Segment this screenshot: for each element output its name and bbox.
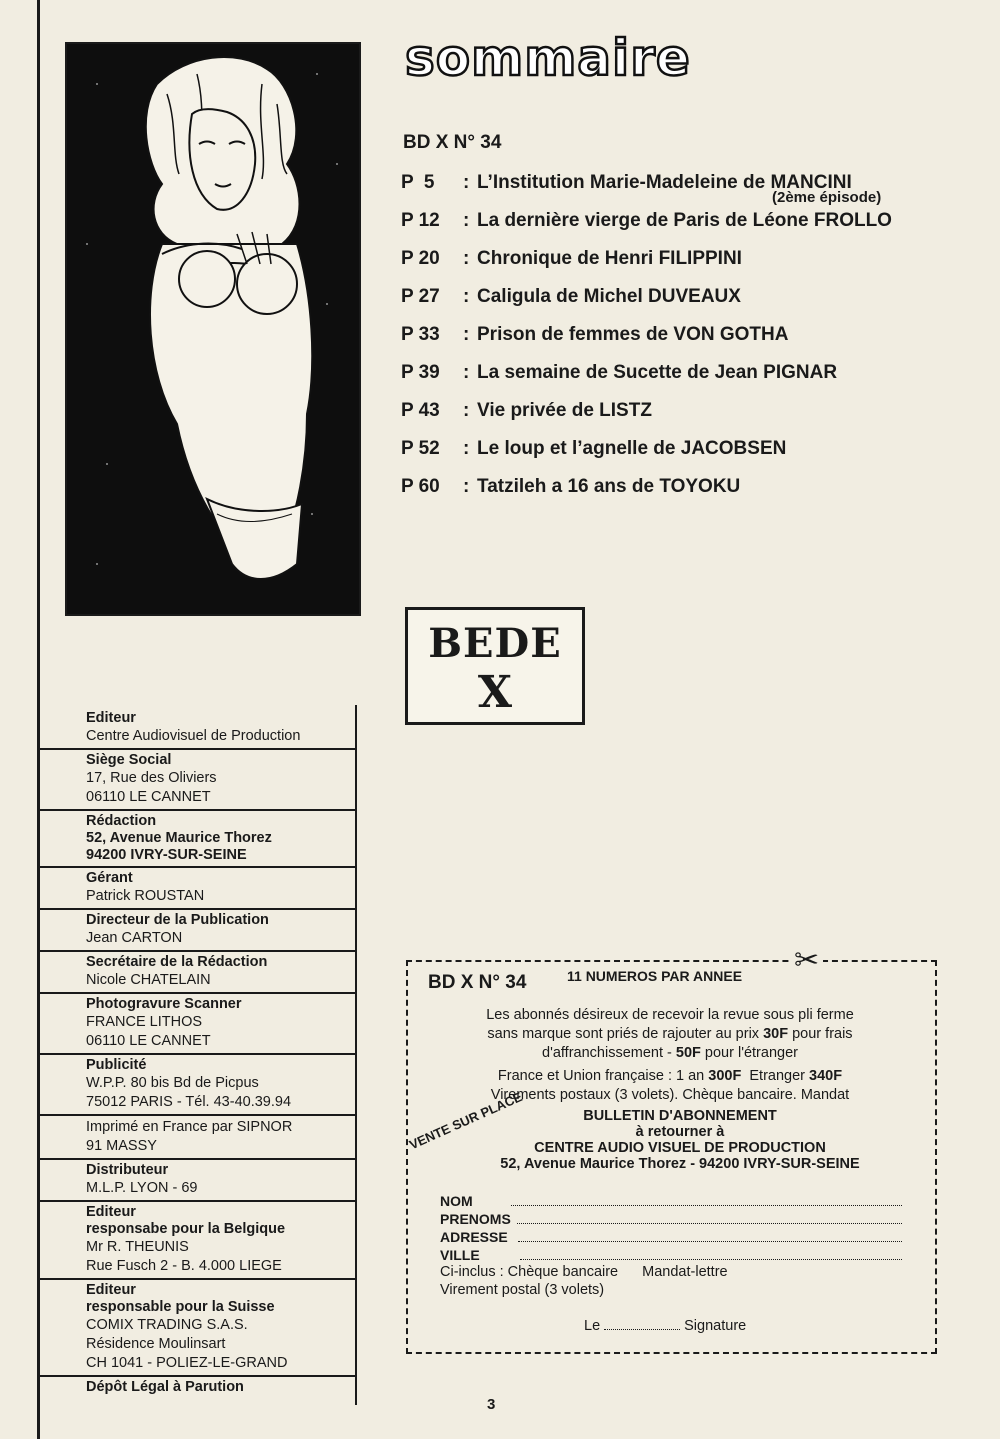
coupon-issue: BD X N° 34 — [428, 972, 527, 993]
signature-label: Signature — [684, 1318, 747, 1334]
bulletin-retour: à retourner à — [635, 1124, 725, 1140]
field-nom[interactable] — [440, 1191, 902, 1209]
toc-entry: La semaine de Sucette de Jean PIGNAR — [477, 362, 838, 383]
payment-virement[interactable]: Virement postal (3 volets) — [440, 1282, 605, 1298]
credit-title: Siège Social — [86, 752, 172, 768]
toc-separator: : — [463, 286, 470, 307]
toc-item[interactable] — [401, 247, 961, 285]
toc-separator: : — [463, 324, 470, 345]
coupon-rates — [410, 1067, 930, 1105]
credit-line: Résidence Moulinsart — [86, 1336, 226, 1352]
credit-title: Secrétaire de la Rédaction — [86, 954, 268, 970]
toc-item[interactable] — [401, 323, 961, 361]
toc-entry: Tatzileh a 16 ans de TOYOKU — [477, 476, 741, 497]
page-title: sommaire — [405, 29, 691, 87]
scissors-icon: ✂ — [790, 944, 823, 978]
logo-line: X — [477, 667, 513, 718]
price-frais: 30F — [763, 1026, 789, 1042]
toc-page: P 43 — [401, 400, 440, 421]
credit-line: Rue Fusch 2 - B. 4.000 LIEGE — [86, 1258, 282, 1274]
credit-title: Publicité — [86, 1057, 147, 1073]
price-etranger: 50F — [675, 1045, 701, 1061]
credit-distributeur — [40, 1160, 356, 1202]
credit-depot-legal — [40, 1377, 356, 1398]
credit-title: Editeur — [86, 1204, 136, 1220]
intro-line — [410, 1025, 930, 1044]
payment-mandat[interactable]: Mandat-lettre — [642, 1264, 728, 1280]
payment-options — [440, 1263, 728, 1281]
toc-separator: : — [463, 400, 470, 421]
toc-item[interactable] — [401, 437, 961, 475]
credit-secretaire — [40, 952, 356, 994]
bulletin-title: BULLETIN D'ABONNEMENT — [583, 1108, 777, 1124]
toc-entry: Caligula de Michel DUVEAUX — [477, 286, 741, 307]
credit-title: Photogravure Scanner — [86, 996, 242, 1012]
intro-line: Les abonnés désireux de recevoir la revue sous pli ferme — [486, 1007, 854, 1023]
credit-title: Distributeur — [86, 1162, 169, 1178]
credit-line: 06110 LE CANNET — [86, 789, 211, 805]
credit-line: Patrick ROUSTAN — [86, 888, 205, 904]
price-etranger-annual: 340F — [809, 1068, 843, 1084]
credit-title: Editeur — [86, 710, 136, 726]
rates-text: Etranger — [749, 1068, 806, 1084]
page-number: 3 — [487, 1396, 496, 1413]
credit-imprime — [40, 1116, 356, 1160]
field-label: ADRESSE — [440, 1229, 508, 1245]
toc-page: P 33 — [401, 324, 440, 345]
credit-line: 91 MASSY — [86, 1138, 157, 1154]
toc-page: P 20 — [401, 248, 440, 269]
toc-separator: : — [463, 438, 470, 459]
credit-line: W.P.P. 80 bis Bd de Picpus — [86, 1075, 259, 1091]
credit-line: Jean CARTON — [86, 930, 183, 946]
bulletin-address: 52, Avenue Maurice Thorez - 94200 IVRY-SUR-SEINE — [500, 1156, 860, 1172]
toc-separator: : — [463, 210, 470, 231]
credit-title: Editeur — [86, 1282, 136, 1298]
toc-page: P 12 — [401, 210, 440, 231]
toc-separator: : — [463, 248, 470, 269]
credit-line: 75012 PARIS - Tél. 43-40.39.94 — [86, 1094, 292, 1110]
credit-redaction — [40, 811, 356, 868]
field-label: VILLE — [440, 1247, 480, 1263]
issue-number: BD X N° 34 — [403, 132, 502, 153]
field-adresse[interactable] — [440, 1227, 902, 1245]
credit-publicite — [40, 1055, 356, 1116]
coupon-intro — [410, 1006, 930, 1063]
pin-up-illustration — [65, 42, 361, 616]
credit-line: 06110 LE CANNET — [86, 1033, 211, 1049]
intro-line — [410, 1044, 930, 1063]
credit-title: Directeur de la Publication — [86, 912, 269, 928]
field-prenoms[interactable] — [440, 1209, 902, 1227]
toc-page: P 5 — [401, 172, 435, 193]
payment-cheque[interactable]: Ci-inclus : Chèque bancaire — [440, 1264, 619, 1280]
toc-page: P 39 — [401, 362, 440, 383]
credit-editeur — [40, 708, 356, 750]
credit-directeur — [40, 910, 356, 952]
credit-editeur-suisse — [40, 1280, 356, 1377]
field-line[interactable] — [520, 1259, 902, 1260]
credit-line: responsabe pour la Belgique — [86, 1221, 286, 1237]
toc-entry: Prison de femmes de VON GOTHA — [477, 324, 789, 345]
toc-separator: : — [463, 172, 470, 193]
coupon-frequency: 11 NUMEROS PAR ANNEE — [567, 968, 743, 984]
credits-column — [40, 708, 356, 1398]
date-line[interactable] — [604, 1329, 680, 1330]
date-label: Le — [584, 1318, 601, 1334]
credit-title: Dépôt Légal à Parution — [86, 1379, 244, 1395]
logo-line: BEDE — [428, 620, 562, 667]
intro-text: sans marque sont priés de rajouter au prix — [487, 1026, 760, 1042]
credits-right-rule — [355, 705, 357, 1405]
credit-line: Nicole CHATELAIN — [86, 972, 211, 988]
toc-item[interactable] — [401, 209, 961, 247]
toc-entry: La dernière vierge de Paris de Léone FROLLO — [477, 210, 892, 231]
toc-separator: : — [463, 362, 470, 383]
bulletin-company: CENTRE AUDIO VISUEL DE PRODUCTION — [534, 1140, 826, 1156]
toc-separator: : — [463, 476, 470, 497]
field-line[interactable] — [517, 1223, 902, 1224]
intro-text: pour frais — [792, 1026, 853, 1042]
field-label: PRENOMS — [440, 1211, 511, 1227]
credit-line: 52, Avenue Maurice Thorez — [86, 830, 272, 846]
toc-entry: Chronique de Henri FILIPPINI — [477, 248, 742, 269]
field-line[interactable] — [511, 1205, 902, 1206]
field-ville[interactable] — [440, 1245, 902, 1263]
credit-line: M.L.P. LYON - 69 — [86, 1180, 198, 1196]
credit-line: Centre Audiovisuel de Production — [86, 728, 301, 744]
intro-text: d'affranchissement - — [542, 1045, 672, 1061]
credit-line: 17, Rue des Oliviers — [86, 770, 217, 786]
toc-item[interactable] — [401, 475, 961, 513]
toc-item[interactable] — [401, 285, 961, 323]
credit-line: FRANCE LITHOS — [86, 1014, 203, 1030]
vente-sur-place-stamp: VENTE SUR PLACE — [406, 1088, 525, 1153]
credit-photogravure — [40, 994, 356, 1055]
rates-line — [410, 1067, 930, 1086]
toc-page: P 60 — [401, 476, 440, 497]
subscription-form — [440, 1191, 902, 1263]
toc-item[interactable] — [401, 361, 961, 399]
toc-entry: L’Institution Marie-Madeleine de MANCINI — [477, 172, 852, 193]
table-of-contents — [401, 171, 961, 513]
credit-line: Mr R. THEUNIS — [86, 1239, 189, 1255]
rates-text: France et Union française : 1 an — [497, 1068, 705, 1084]
toc-entry: Le loup et l’agnelle de JACOBSEN — [477, 438, 787, 459]
credit-line: Imprimé en France par SIPNOR — [86, 1119, 293, 1135]
coupon-bulletin — [470, 1108, 890, 1172]
signature-row — [584, 1318, 746, 1334]
price-france: 300F — [708, 1068, 742, 1084]
credit-editeur-belgique — [40, 1202, 356, 1280]
credit-line: 94200 IVRY-SUR-SEINE — [86, 847, 247, 863]
credit-line: responsable pour la Suisse — [86, 1299, 275, 1315]
credit-title: Rédaction — [86, 813, 157, 829]
toc-page: P 52 — [401, 438, 440, 459]
toc-subnote: (2ème épisode) — [772, 189, 882, 206]
bede-x-logo — [405, 607, 585, 725]
field-line[interactable] — [518, 1241, 902, 1242]
credit-line: CH 1041 - POLIEZ-LE-GRAND — [86, 1355, 288, 1371]
toc-item[interactable] — [401, 399, 961, 437]
credit-siege-social — [40, 750, 356, 811]
credit-line: COMIX TRADING S.A.S. — [86, 1317, 248, 1333]
field-label: NOM — [440, 1193, 473, 1209]
intro-text: pour l'étranger — [704, 1045, 798, 1061]
credit-gerant — [40, 868, 356, 910]
rates-line: Virements postaux (3 volets). Chèque bancaire. Mandat — [490, 1087, 850, 1103]
toc-entry: Vie privée de LISTZ — [477, 400, 652, 421]
toc-page: P 27 — [401, 286, 440, 307]
credit-title: Gérant — [86, 870, 133, 886]
